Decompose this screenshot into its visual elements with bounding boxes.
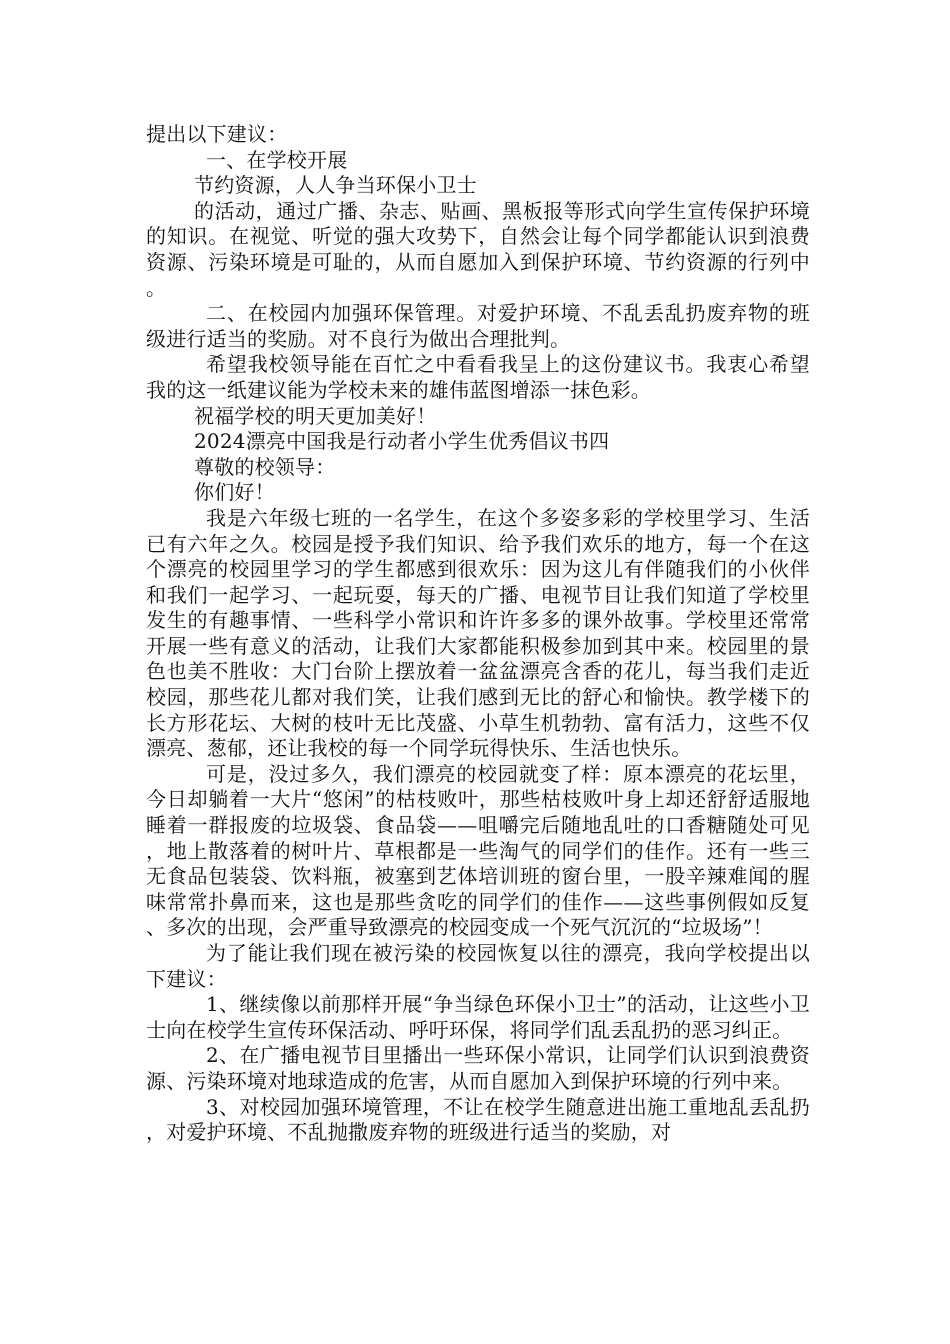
document-body: [146, 122, 810, 1146]
suggestion-item: 2、在广播电视节目里播出一些环保小常识，让同学们认识到浪费资源、污染环境对地球造成的危害，从而自愿加入到保护环境的行列中来。: [146, 1043, 810, 1093]
paragraph: 我是六年级七班的一名学生，在这个多姿多彩的学校里学习、生活已有六年之久。校园是授予我们知识、给予我们欢乐的地方，每一个在这个漂亮的校园里学习的学生都感到很欢乐：因为这儿有伴随我们的小伙伴和我们一起学习、一起玩耍，每天的广播、电视节目让我们知道了学校里发生的有趣事情、一些科学小常识和许许多多的课外故事。学校里还常常开展一些有意义的活动，让我们大家都能积极参加到其中来。校园里的景色也美不胜收：大门台阶上摆放着一盆盆漂亮含香的花儿，每当我们走近校园，那些花儿都对我们笑，让我们感到无比的舒心和愉快。教学楼下的长方形花坛、大树的枝叶无比茂盛、小草生机勃勃、富有活力，这些不仅漂亮、葱郁，还让我校的每一个同学玩得快乐、生活也快乐。: [146, 505, 810, 761]
paragraph: 一、在学校开展: [206, 147, 348, 172]
paragraph: 祝福学校的明天更加美好！: [194, 403, 437, 428]
salutation: 尊敬的校领导：: [194, 454, 336, 479]
paragraph-heading: 2024漂亮中国我是行动者小学生优秀倡议书四: [194, 429, 610, 454]
suggestion-item: 3、对校园加强环境管理，不让在校学生随意进出施工重地乱丢乱扔，对爱护环境、不乱抛撒废弃物的班级进行适当的奖励，对: [146, 1094, 810, 1145]
paragraph: 二、在校园内加强环保管理。对爱护环境、不乱丢乱扔废弃物的班级进行适当的奖励。对不良行为做出合理批判。: [146, 301, 810, 351]
paragraph: 可是，没过多久，我们漂亮的校园就变了样：原本漂亮的花坛里，今日却躺着一大片“悠闲”的枯枝败叶，那些枯枝败叶身上却还舒舒适服地睡着一群报废的垃圾袋、食品袋——咀嚼完后随地乱吐的口香糖随处可见，地上散落着的树叶片、草根都是一些淘气的同学们的佳作。还有一些三无食品包装袋、饮料瓶，被塞到艺体培训班的窗台里，一股辛辣难闻的腥味常常扑鼻而来，这也是那些贪吃的同学们的佳作——这些事例假如反复、多次的出现，会严重导致漂亮的校园变成一个死气沉沉的“垃圾场”！: [146, 761, 810, 940]
greeting: 你们好！: [194, 480, 275, 505]
suggestion-item: 1、继续像以前那样开展“争当绿色环保小卫士”的活动，让这些小卫士向在校学生宣传环保活动、呼吁环保，将同学们乱丢乱扔的恶习纠正。: [146, 992, 810, 1042]
paragraph: 的活动，通过广播、杂志、贴画、黑板报等形式向学生宣传保护环境的知识。在视觉、听觉的强大攻势下，自然会让每个同学都能认识到浪费资源、污染环境是可耻的，从而自愿加入到保护环境、节约资源的行列中。: [146, 198, 810, 300]
paragraph: 为了能让我们现在被污染的校园恢复以往的漂亮，我向学校提出以下建议：: [146, 941, 810, 991]
paragraph: 提出以下建议：: [146, 122, 288, 146]
paragraph: 希望我校领导能在百忙之中看看我呈上的这份建议书。我衷心希望我的这一纸建议能为学校未来的雄伟蓝图增添一抹色彩。: [146, 352, 810, 402]
paragraph: 节约资源，人人争当环保小卫士: [194, 173, 477, 198]
